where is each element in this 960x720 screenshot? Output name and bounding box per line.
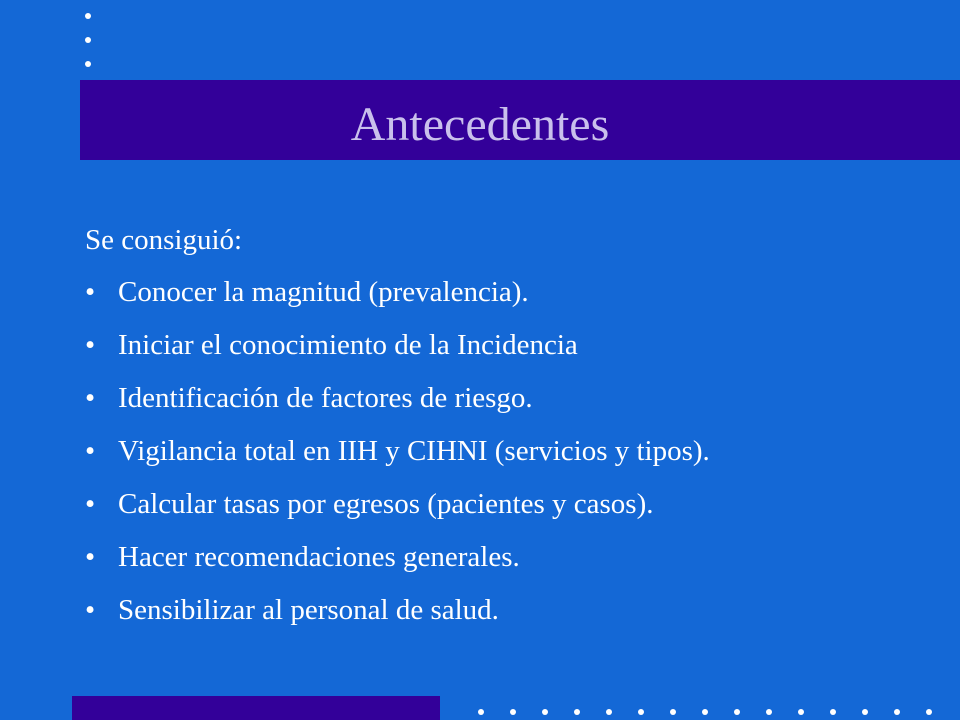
bullet-item (85, 380, 805, 416)
bullet-item (85, 486, 805, 522)
bullet-text: Hacer recomendaciones generales. (118, 541, 520, 573)
bullet-icon: • (85, 594, 96, 626)
decor-dot (670, 709, 676, 715)
slide-body (85, 220, 805, 645)
decor-dot (638, 709, 644, 715)
bullet-item (85, 592, 805, 628)
bullet-item (85, 539, 805, 575)
decor-dot (510, 709, 516, 715)
decor-dot (766, 709, 772, 715)
bullet-text: Identificación de factores de riesgo. (118, 382, 533, 414)
decor-dot (85, 61, 91, 67)
decor-dot (85, 13, 91, 19)
bullet-icon: • (85, 276, 96, 308)
bullet-icon: • (85, 382, 96, 414)
bullet-item (85, 274, 805, 310)
decor-dot (734, 709, 740, 715)
decor-dot (606, 709, 612, 715)
bullet-item (85, 433, 805, 469)
decor-dot (478, 709, 484, 715)
decor-dot (830, 709, 836, 715)
slide-title: Antecedentes (350, 98, 610, 151)
decor-dot (862, 709, 868, 715)
decor-dot (926, 709, 932, 715)
bullet-icon: • (85, 435, 96, 467)
bullet-icon: • (85, 329, 96, 361)
decor-dot (574, 709, 580, 715)
intro-text: Se consiguió: (85, 224, 243, 256)
bullet-text: Calcular tasas por egresos (pacientes y casos). (118, 488, 654, 520)
bottom-bar (72, 696, 440, 720)
bullet-text: Conocer la magnitud (prevalencia). (118, 276, 529, 308)
bullet-item (85, 327, 805, 363)
bullet-text: Vigilancia total en IIH y CIHNI (servicios y tipos). (118, 435, 710, 467)
bullet-icon: • (85, 488, 96, 520)
decor-dot (542, 709, 548, 715)
bullet-icon: • (85, 541, 96, 573)
decor-dot (798, 709, 804, 715)
decor-dot (85, 37, 91, 43)
bullet-text: Iniciar el conocimiento de la Incidencia (118, 329, 578, 361)
decor-dot (894, 709, 900, 715)
bullet-text: Sensibilizar al personal de salud. (118, 594, 499, 626)
bullet-list (85, 274, 805, 628)
decor-dot (702, 709, 708, 715)
